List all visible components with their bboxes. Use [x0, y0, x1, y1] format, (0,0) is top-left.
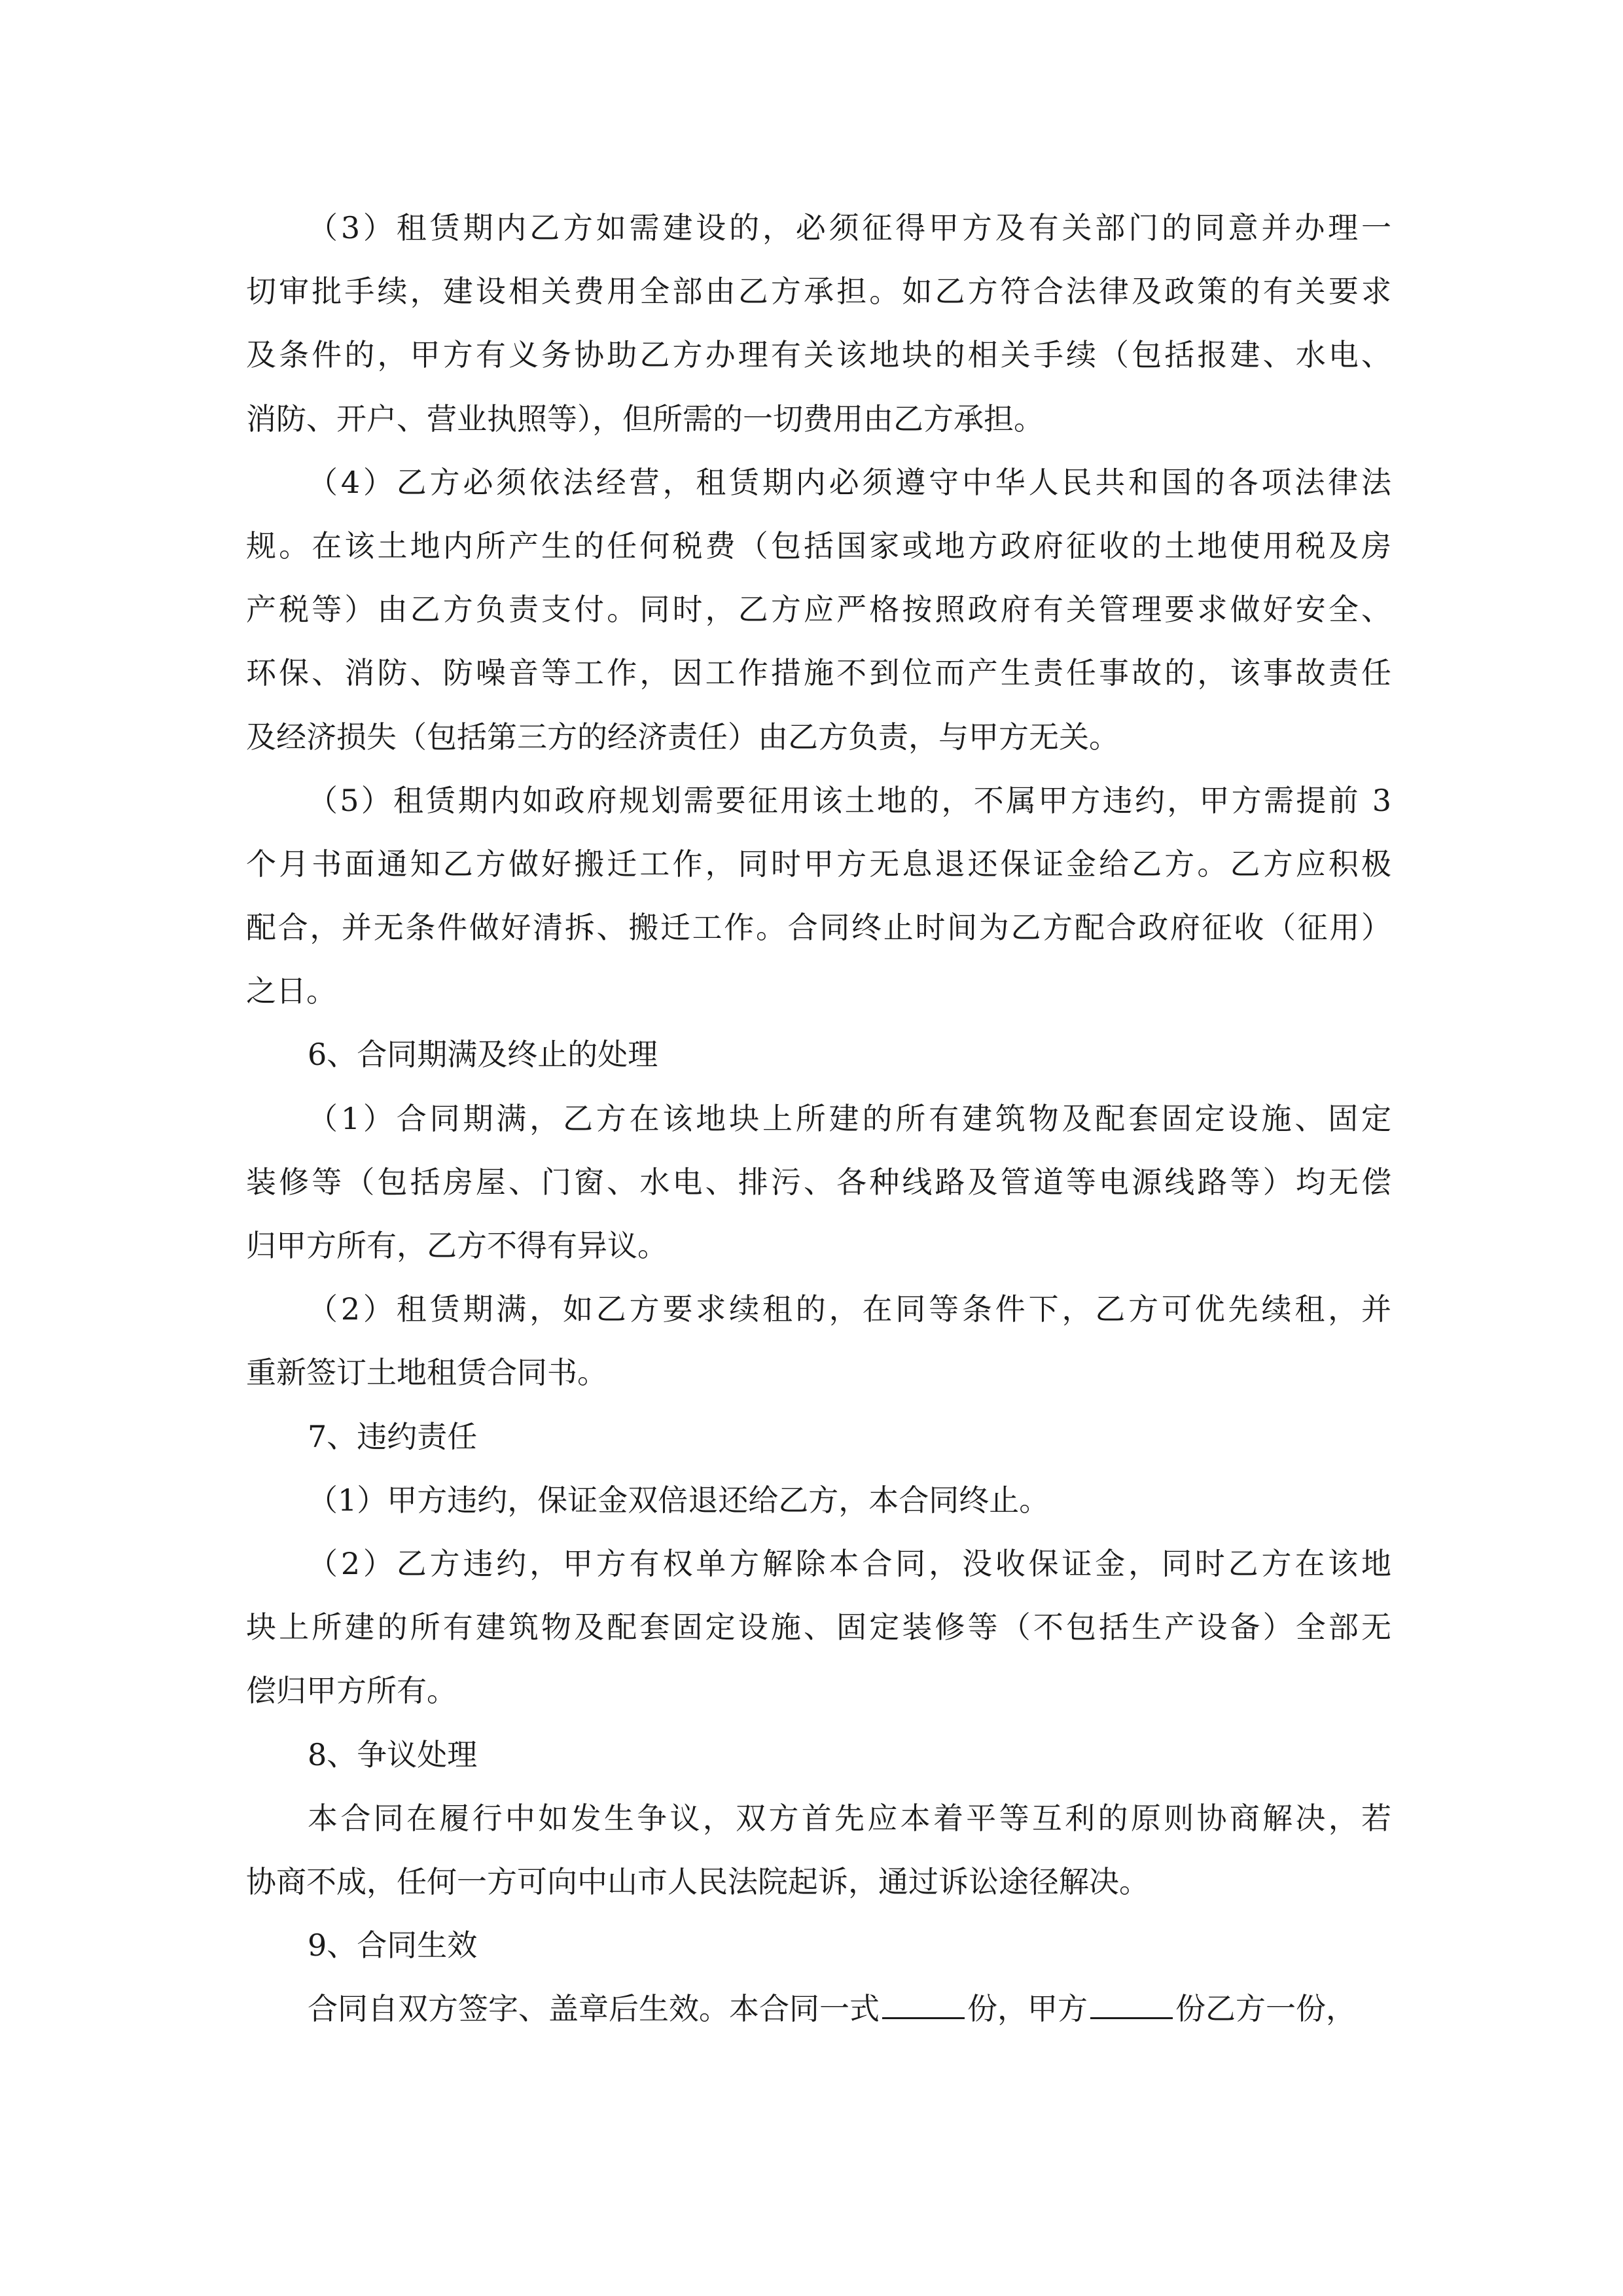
contract-body — [246, 196, 1391, 2041]
section-heading: 8、争议处理 — [308, 1736, 478, 1772]
paragraph-line: 规。在该土地内所产生的任何税费（包括国家或地方政府征收的土地使用税及房 — [246, 528, 1391, 564]
paragraph-line: 切审批手续，建设相关费用全部由乙方承担。如乙方符合法律及政策的有关要求 — [246, 274, 1391, 310]
copies-total-blank — [882, 1991, 965, 2019]
text-segment: 合同自双方签字、盖章后生效。本合同一式 — [308, 1991, 880, 2027]
paragraph-line: 块上所建的所有建筑物及配套固定设施、固定装修等（不包括生产设备）全部无 — [246, 1609, 1391, 1645]
paragraph-line: （1）合同期满，乙方在该地块上所建的所有建筑物及配套固定设施、固定 — [308, 1100, 1391, 1136]
paragraph-line: （1）甲方违约，保证金双倍退还给乙方，本合同终止。 — [308, 1482, 1050, 1518]
paragraph-line: 配合，并无条件做好清拆、搬迁工作。合同终止时间为乙方配合政府征收（征用） — [246, 910, 1391, 946]
section-heading: 6、合同期满及终止的处理 — [308, 1037, 658, 1073]
paragraph-line: 产税等）由乙方负责支付。同时，乙方应严格按照政府有关管理要求做好安全、 — [246, 592, 1391, 628]
section-heading: 9、合同生效 — [308, 1928, 478, 1964]
paragraph-line: 个月书面通知乙方做好搬迁工作，同时甲方无息退还保证金给乙方。乙方应积极 — [246, 846, 1391, 882]
paragraph-line: 之日。 — [246, 973, 336, 1009]
paragraph-line: （3）租赁期内乙方如需建设的，必须征得甲方及有关部门的同意并办理一 — [308, 210, 1391, 245]
paragraph-line: 及经济损失（包括第三方的经济责任）由乙方负责，与甲方无关。 — [246, 719, 1119, 755]
paragraph-line: 协商不成，任何一方可向中山市人民法院起诉，通过诉讼途径解决。 — [246, 1863, 1149, 1899]
paragraph-line: 归甲方所有，乙方不得有异议。 — [246, 1228, 668, 1263]
paragraph-line: 及条件的，甲方有义务协助乙方办理有关该地块的相关手续（包括报建、水电、 — [246, 337, 1391, 373]
paragraph-line: （4）乙方必须依法经营，租赁期内必须遵守中华人民共和国的各项法律法 — [308, 464, 1391, 500]
paragraph-line: （5）租赁期内如政府规划需要征用该土地的，不属甲方违约，甲方需提前 3 — [308, 782, 1391, 818]
paragraph-line: （2）乙方违约，甲方有权单方解除本合同，没收保证金，同时乙方在该地 — [308, 1545, 1391, 1581]
paragraph-line: 装修等（包括房屋、门窗、水电、排污、各种线路及管道等电源线路等）均无偿 — [246, 1164, 1391, 1200]
paragraph-line: 偿归甲方所有。 — [246, 1673, 457, 1709]
section-heading: 7、违约责任 — [308, 1418, 478, 1454]
text-segment: 份乙方一份， — [1175, 1991, 1356, 2027]
text-segment: 份，甲方 — [967, 1991, 1088, 2027]
party-a-copies-blank — [1090, 1991, 1173, 2019]
paragraph-line: 消防、开户、营业执照等），但所需的一切费用由乙方承担。 — [246, 401, 1044, 437]
paragraph-line: 重新签订土地租赁合同书。 — [246, 1355, 607, 1391]
last-paragraph-line — [246, 1977, 1391, 2041]
paragraph-line: （2）租赁期满，如乙方要求续租的，在同等条件下，乙方可优先续租，并 — [308, 1291, 1391, 1327]
paragraph-line: 本合同在履行中如发生争议，双方首先应本着平等互利的原则协商解决，若 — [308, 1800, 1391, 1836]
paragraph-line: 环保、消防、防噪音等工作，因工作措施不到位而产生责任事故的，该事故责任 — [246, 655, 1391, 691]
